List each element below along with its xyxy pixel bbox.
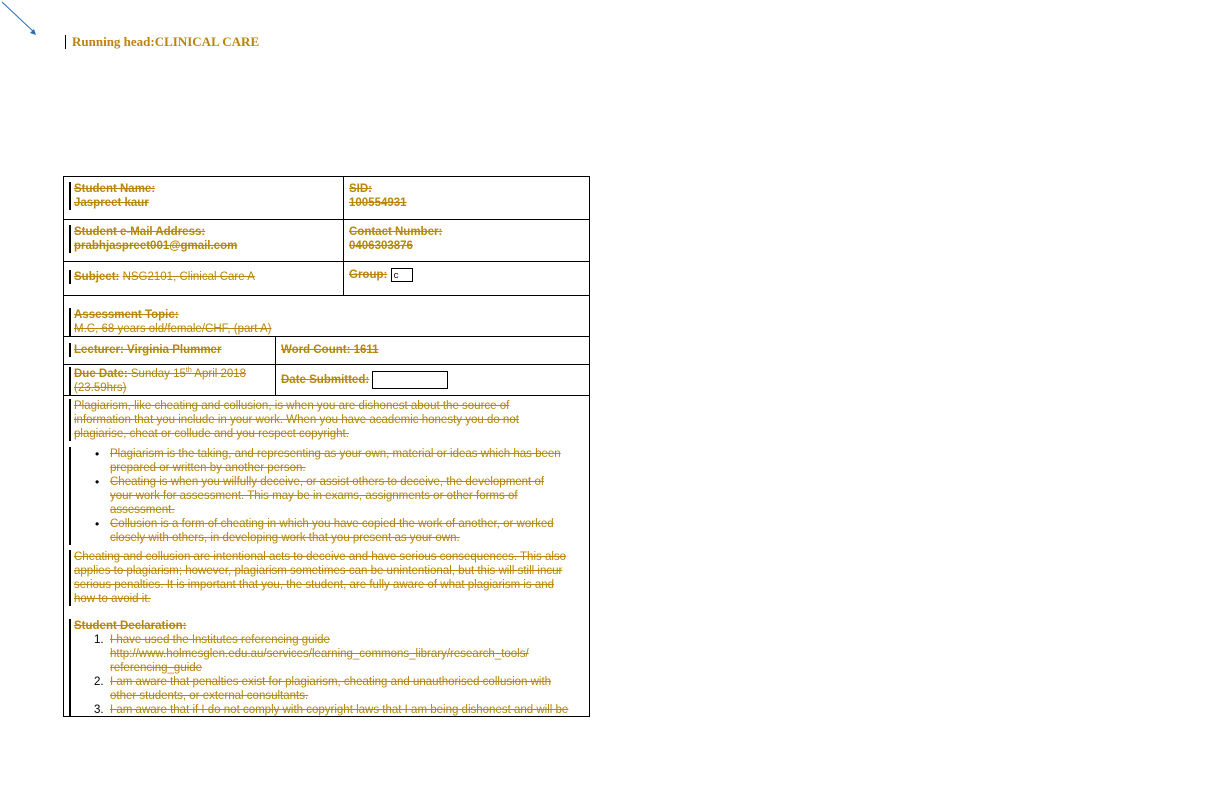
word-count: Word Count: 1611	[281, 344, 379, 356]
row-subject	[64, 262, 589, 296]
declaration-number: 1.	[94, 634, 104, 646]
date-submitted-label: Date Submitted:	[281, 374, 370, 387]
bullet-line: your work for assessment. This may be in exams, assignments or other forms of	[110, 490, 518, 502]
consequence-line: applies to plagiarism; however, plagiarism sometimes can be unintentional, but this will still incur	[74, 565, 563, 577]
contact-label: Contact Number:	[349, 226, 443, 238]
intro-line: information that you include in your work. When you have academic honesty you do not	[74, 414, 519, 426]
consequence-line: serious penalties. It is important that you, the student, are fully aware of what plagiarism is and	[74, 579, 555, 591]
plagiarism-consequences	[69, 550, 585, 606]
corner-arrow-icon	[0, 0, 40, 40]
sid-label: SID:	[349, 183, 372, 195]
sid-value[interactable]: 100554931	[349, 197, 407, 209]
due-date-time: (23.59hrs)	[74, 382, 127, 394]
bullet-line: prepared or written by another person.	[110, 462, 306, 474]
student-name-value[interactable]: Jaspreet kaur	[74, 197, 149, 209]
intro-line: plagiarise, cheat or collude and you respect copyright.	[74, 428, 349, 440]
contact-value[interactable]: 0406303876	[349, 240, 413, 252]
row-due-date	[64, 365, 589, 396]
topic-value[interactable]: M.C, 68 years old/female/CHF, (part A)	[74, 323, 272, 335]
declaration-line: I have used the Institutes referencing guide	[110, 634, 330, 646]
plagiarism-section	[64, 396, 589, 717]
lecturer: Lecturer: Virginia Plummer	[69, 343, 271, 357]
declaration-line: other students, or external consultants.	[110, 690, 309, 702]
row-topic	[64, 296, 589, 337]
declaration-number: 3.	[94, 704, 104, 716]
date-submitted-input[interactable]	[372, 371, 448, 389]
declaration-item	[74, 675, 585, 703]
declaration-list	[69, 633, 585, 717]
running-head: Running head:CLINICAL CARE	[65, 35, 259, 49]
due-date-month: April 2018	[194, 368, 247, 380]
consequence-line: how to avoid it.	[74, 593, 151, 605]
row-lecturer	[64, 337, 589, 365]
bullet-line: • Plagiarism is the taking, and representing as your own, material or ideas which has been	[110, 448, 561, 460]
bullet-line: closely with others, in developing work that you present as your own.	[110, 532, 460, 544]
bullet-collusion	[74, 517, 585, 545]
email-label: Student e-Mail Address:	[74, 226, 206, 238]
assignment-cover-form	[63, 176, 590, 717]
bullet-cheating	[74, 475, 585, 517]
row-contact	[64, 220, 589, 262]
consequence-line: Cheating and collusion are intentional acts to deceive and have serious consequences. This also	[74, 551, 567, 563]
subject-value[interactable]: NSG2101, Clinical Care A	[122, 271, 255, 283]
plagiarism-intro	[69, 399, 585, 441]
bullet-line: assessment.	[110, 504, 175, 516]
declaration-title: Student Declaration:	[69, 619, 585, 633]
declaration-item	[74, 633, 585, 675]
referencing-guide-link[interactable]: http://www.holmesglen.edu.au/services/learning_commons_library/research_tools/	[110, 648, 529, 660]
intro-line: Plagiarism, like cheating and collusion, is when you are dishonest about the source of	[74, 400, 510, 412]
group-label: Group:	[349, 269, 388, 282]
due-date-day: Sunday 15	[130, 368, 186, 380]
declaration-item	[74, 703, 585, 717]
subject-label: Subject:	[74, 271, 120, 283]
declaration-line: referencing_guide	[110, 662, 203, 674]
declaration-number: 2.	[94, 676, 104, 688]
declaration-line: I am aware that penalties exist for plagiarism, cheating and unauthorised collusion with	[110, 676, 552, 688]
bullet-line: • Cheating is when you wilfully deceive, or assist others to deceive, the development of	[110, 476, 545, 488]
bullet-line: • Collusion is a form of cheating in which you have copied the work of another, or worked	[110, 518, 554, 530]
due-date-suffix: th	[185, 367, 192, 375]
bullet-plagiarism	[74, 447, 585, 475]
topic-label: Assessment Topic:	[74, 309, 179, 321]
plagiarism-bullets	[69, 447, 585, 545]
group-input[interactable]: c	[391, 268, 413, 282]
student-name-label: Student Name:	[74, 183, 156, 195]
due-date-label: Due Date:	[74, 368, 128, 380]
row-student-name	[64, 177, 589, 220]
email-value[interactable]: prabhjaspreet001@gmail.com	[74, 240, 238, 252]
declaration-line: I am aware that if I do not comply with copyright laws that I am being dishonest and will be	[110, 704, 569, 716]
